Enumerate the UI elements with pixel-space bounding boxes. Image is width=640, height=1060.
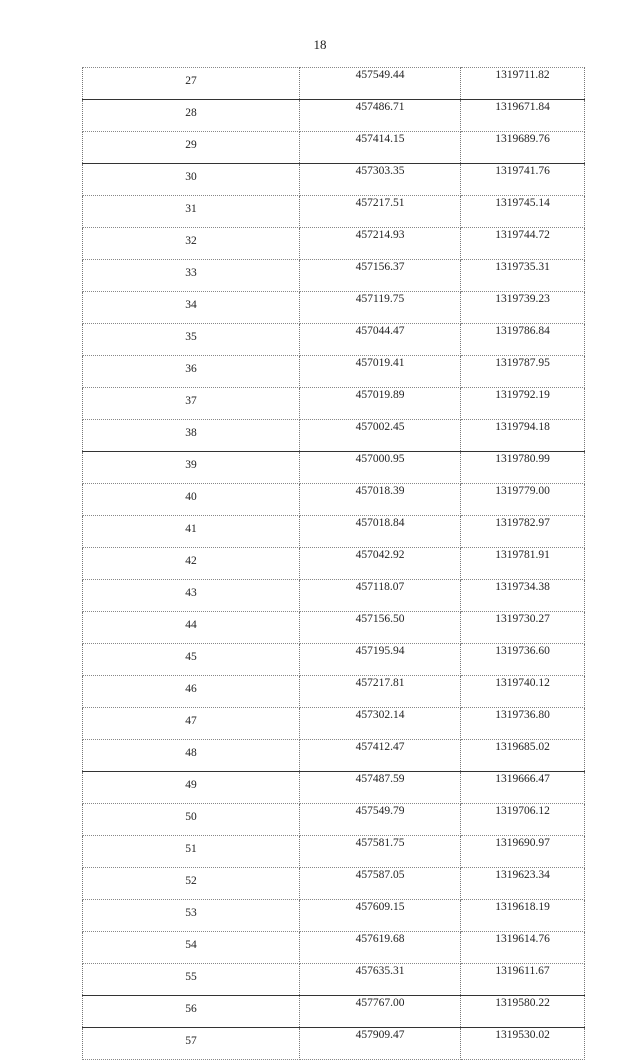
y-coordinate-cell: 1319711.82: [461, 68, 585, 100]
point-index-cell: 36: [83, 356, 300, 388]
point-index-cell: 51: [83, 836, 300, 868]
x-coordinate-cell: 457214.93: [300, 228, 461, 260]
point-index-cell: 57: [83, 1028, 300, 1060]
table-row: [83, 932, 585, 964]
point-index-cell: 48: [83, 740, 300, 772]
table-row: [83, 740, 585, 772]
table-row: [83, 1028, 585, 1060]
y-coordinate-cell: 1319792.19: [461, 388, 585, 420]
table-row: [83, 516, 585, 548]
point-index-cell: 54: [83, 932, 300, 964]
table-row: [83, 68, 585, 100]
x-coordinate-cell: 457302.14: [300, 708, 461, 740]
x-coordinate-cell: 457412.47: [300, 740, 461, 772]
x-coordinate-cell: 457217.81: [300, 676, 461, 708]
y-coordinate-cell: 1319744.72: [461, 228, 585, 260]
table-row: [83, 356, 585, 388]
y-coordinate-cell: 1319614.76: [461, 932, 585, 964]
table-row: [83, 484, 585, 516]
table-row: [83, 708, 585, 740]
table-row: [83, 772, 585, 804]
y-coordinate-cell: 1319618.19: [461, 900, 585, 932]
coordinate-table-body: [83, 68, 585, 1060]
y-coordinate-cell: 1319794.18: [461, 420, 585, 452]
x-coordinate-cell: 457156.37: [300, 260, 461, 292]
y-coordinate-cell: 1319706.12: [461, 804, 585, 836]
table-row: [83, 228, 585, 260]
y-coordinate-cell: 1319741.76: [461, 164, 585, 196]
x-coordinate-cell: 457303.35: [300, 164, 461, 196]
table-row: [83, 676, 585, 708]
point-index-cell: 46: [83, 676, 300, 708]
point-index-cell: 32: [83, 228, 300, 260]
table-row: [83, 548, 585, 580]
y-coordinate-cell: 1319685.02: [461, 740, 585, 772]
y-coordinate-cell: 1319736.60: [461, 644, 585, 676]
point-index-cell: 30: [83, 164, 300, 196]
table-row: [83, 164, 585, 196]
table-row: [83, 292, 585, 324]
point-index-cell: 40: [83, 484, 300, 516]
table-row: [83, 804, 585, 836]
point-index-cell: 38: [83, 420, 300, 452]
x-coordinate-cell: 457018.84: [300, 516, 461, 548]
table-row: [83, 452, 585, 484]
table-row: [83, 196, 585, 228]
x-coordinate-cell: 457217.51: [300, 196, 461, 228]
table-row: [83, 996, 585, 1028]
point-index-cell: 29: [83, 132, 300, 164]
point-index-cell: 28: [83, 100, 300, 132]
point-index-cell: 53: [83, 900, 300, 932]
x-coordinate-cell: 457019.89: [300, 388, 461, 420]
y-coordinate-cell: 1319690.97: [461, 836, 585, 868]
x-coordinate-cell: 457487.59: [300, 772, 461, 804]
point-index-cell: 43: [83, 580, 300, 612]
coordinate-table: [82, 67, 585, 1060]
x-coordinate-cell: 457042.92: [300, 548, 461, 580]
x-coordinate-cell: 457767.00: [300, 996, 461, 1028]
point-index-cell: 35: [83, 324, 300, 356]
x-coordinate-cell: 457581.75: [300, 836, 461, 868]
x-coordinate-cell: 457119.75: [300, 292, 461, 324]
page-number: 18: [313, 37, 327, 52]
table-row: [83, 868, 585, 900]
table-row: [83, 900, 585, 932]
y-coordinate-cell: 1319689.76: [461, 132, 585, 164]
x-coordinate-cell: 457587.05: [300, 868, 461, 900]
table-row: [83, 100, 585, 132]
point-index-cell: 45: [83, 644, 300, 676]
y-coordinate-cell: 1319786.84: [461, 324, 585, 356]
y-coordinate-cell: 1319739.23: [461, 292, 585, 324]
table-row: [83, 612, 585, 644]
x-coordinate-cell: 457195.94: [300, 644, 461, 676]
x-coordinate-cell: 457019.41: [300, 356, 461, 388]
point-index-cell: 56: [83, 996, 300, 1028]
x-coordinate-cell: 457549.79: [300, 804, 461, 836]
table-row: [83, 644, 585, 676]
y-coordinate-cell: 1319735.31: [461, 260, 585, 292]
y-coordinate-cell: 1319580.22: [461, 996, 585, 1028]
point-index-cell: 34: [83, 292, 300, 324]
y-coordinate-cell: 1319781.91: [461, 548, 585, 580]
x-coordinate-cell: 457619.68: [300, 932, 461, 964]
table-row: [83, 388, 585, 420]
y-coordinate-cell: 1319779.00: [461, 484, 585, 516]
x-coordinate-cell: 457000.95: [300, 452, 461, 484]
y-coordinate-cell: 1319780.99: [461, 452, 585, 484]
y-coordinate-cell: 1319666.47: [461, 772, 585, 804]
y-coordinate-cell: 1319736.80: [461, 708, 585, 740]
y-coordinate-cell: 1319745.14: [461, 196, 585, 228]
x-coordinate-cell: 457156.50: [300, 612, 461, 644]
point-index-cell: 42: [83, 548, 300, 580]
y-coordinate-cell: 1319671.84: [461, 100, 585, 132]
y-coordinate-cell: 1319734.38: [461, 580, 585, 612]
point-index-cell: 44: [83, 612, 300, 644]
table-row: [83, 420, 585, 452]
point-index-cell: 52: [83, 868, 300, 900]
x-coordinate-cell: 457909.47: [300, 1028, 461, 1060]
y-coordinate-cell: 1319623.34: [461, 868, 585, 900]
table-row: [83, 324, 585, 356]
point-index-cell: 37: [83, 388, 300, 420]
table-row: [83, 836, 585, 868]
x-coordinate-cell: 457018.39: [300, 484, 461, 516]
point-index-cell: 33: [83, 260, 300, 292]
table-row: [83, 260, 585, 292]
x-coordinate-cell: 457002.45: [300, 420, 461, 452]
x-coordinate-cell: 457118.07: [300, 580, 461, 612]
point-index-cell: 55: [83, 964, 300, 996]
x-coordinate-cell: 457549.44: [300, 68, 461, 100]
point-index-cell: 31: [83, 196, 300, 228]
table-row: [83, 132, 585, 164]
table-row: [83, 964, 585, 996]
x-coordinate-cell: 457044.47: [300, 324, 461, 356]
point-index-cell: 41: [83, 516, 300, 548]
x-coordinate-cell: 457414.15: [300, 132, 461, 164]
x-coordinate-cell: 457486.71: [300, 100, 461, 132]
point-index-cell: 50: [83, 804, 300, 836]
y-coordinate-cell: 1319740.12: [461, 676, 585, 708]
y-coordinate-cell: 1319530.02: [461, 1028, 585, 1060]
point-index-cell: 49: [83, 772, 300, 804]
y-coordinate-cell: 1319782.97: [461, 516, 585, 548]
point-index-cell: 47: [83, 708, 300, 740]
point-index-cell: 39: [83, 452, 300, 484]
point-index-cell: 27: [83, 68, 300, 100]
table-row: [83, 580, 585, 612]
y-coordinate-cell: 1319730.27: [461, 612, 585, 644]
x-coordinate-cell: 457609.15: [300, 900, 461, 932]
x-coordinate-cell: 457635.31: [300, 964, 461, 996]
y-coordinate-cell: 1319611.67: [461, 964, 585, 996]
y-coordinate-cell: 1319787.95: [461, 356, 585, 388]
